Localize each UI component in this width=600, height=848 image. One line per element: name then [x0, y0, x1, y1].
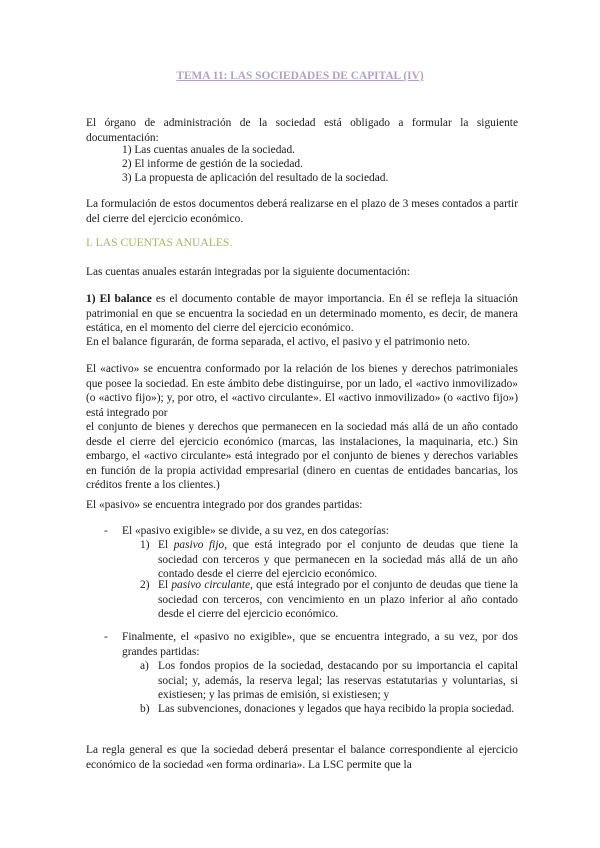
list-number: 1) [140, 539, 150, 551]
list-letter: b) [140, 703, 150, 715]
list-dash: - [104, 525, 108, 537]
intro-item-1: 1) Las cuentas anuales de la sociedad. [122, 144, 296, 156]
pasivo-no-exigible-text: Finalmente, el «pasivo no exigible», que se encuentra integrado, a su vez, por dos grandes partidas: [122, 631, 518, 658]
intro-item-2: 2) El informe de gestión de la sociedad. [122, 158, 303, 170]
balance-label: 1) El balance [86, 293, 152, 305]
plazo-paragraph: La formulación de estos documentos deberá realizarse en el plazo de 3 meses contados a partir del cierre del ejercicio económico. [86, 198, 518, 225]
fondos-propios-item: Los fondos propios de la sociedad, destacando por su importancia el capital social; y, además, la reserva legal; las reservas estatutarias y voluntarias, si existiesen; y las primas de emisión, si existiesen; y [158, 660, 518, 702]
pasivo-fijo-term: pasivo fijo [173, 539, 225, 551]
list-letter: a) [140, 660, 149, 672]
activo-paragraph-1: El «activo» se encuentra conformado por la relación de los bienes y derechos patrimoniales que posee la sociedad. En este ámbito debe distinguirse, por un lado, el «activo inmovilizado» (o «activo fijo»); y, por otro, el «activo circulante». El «activo inmovilizado» (o «activo fijo») está integrado por [86, 363, 518, 419]
cuentas-intro: Las cuentas anuales estarán integradas por la siguiente documentación: [86, 266, 410, 278]
subvenciones-item: Las subvenciones, donaciones y legados que haya recibido la propia sociedad. [158, 703, 515, 715]
final-paragraph: La regla general es que la sociedad deberá presentar el balance correspondiente al ejercicio económico de la sociedad «en forma ordinaria». La LSC permite que la [86, 744, 518, 771]
list-dash: - [104, 631, 108, 643]
list-number: 2) [140, 579, 150, 591]
page-title: TEMA 11: LAS SOCIEDADES DE CAPITAL (IV) [176, 70, 424, 82]
activo-paragraph-2: el conjunto de bienes y derechos que permanecen en la sociedad más allá de un año contado desde el cierre del ejercicio económico (marcas, las instalaciones, la maquinaria, etc.) Sin embargo, el «activo circulante» está integrado por el conjunto de bienes y derechos variables en función de la propia actividad empresarial (dinero en cuentas de entidades bancarias, los créditos frente a los clientes.) [86, 421, 518, 492]
pasivo-circulante-item: El pasivo circulante, que está integrado por el conjunto de deudas que tiene la sociedad con terceros, con vencimiento en un plazo inferior al año contado desde el cierre del ejercicio económico. [158, 579, 518, 621]
pasivo-intro: El «pasivo» se encuentra integrado por dos grandes partidas: [86, 499, 363, 511]
balance-line2: En el balance figurarán, de forma separada, el activo, el pasivo y el patrimonio neto. [86, 336, 470, 348]
intro-item-3: 3) La propuesta de aplicación del resultado de la sociedad. [122, 172, 389, 184]
pasivo-fijo-item: El pasivo fijo, que está integrado por el conjunto de deudas que tiene la sociedad con terceros y que permanecen en la sociedad más allá de un año contado desde el cierre del ejercicio económico. [158, 539, 518, 581]
balance-paragraph [86, 292, 518, 336]
pasivo-circulante-term: pasivo circulante [171, 579, 251, 591]
intro-paragraph: El órgano de administración de la sociedad está obligado a formular la siguiente documentación: [86, 117, 518, 144]
pasivo-exigible-text: El «pasivo exigible» se divide, a su vez, en dos categorías: [122, 525, 389, 537]
section-heading: I. LAS CUENTAS ANUALES. [86, 236, 233, 249]
balance-text: es el documento contable de mayor importancia. En él se refleja la situación patrimonial en que se encuentra la sociedad en un determinado momento, es decir, de manera estática, en el momento del cierre del ejercicio económico. [86, 293, 518, 335]
